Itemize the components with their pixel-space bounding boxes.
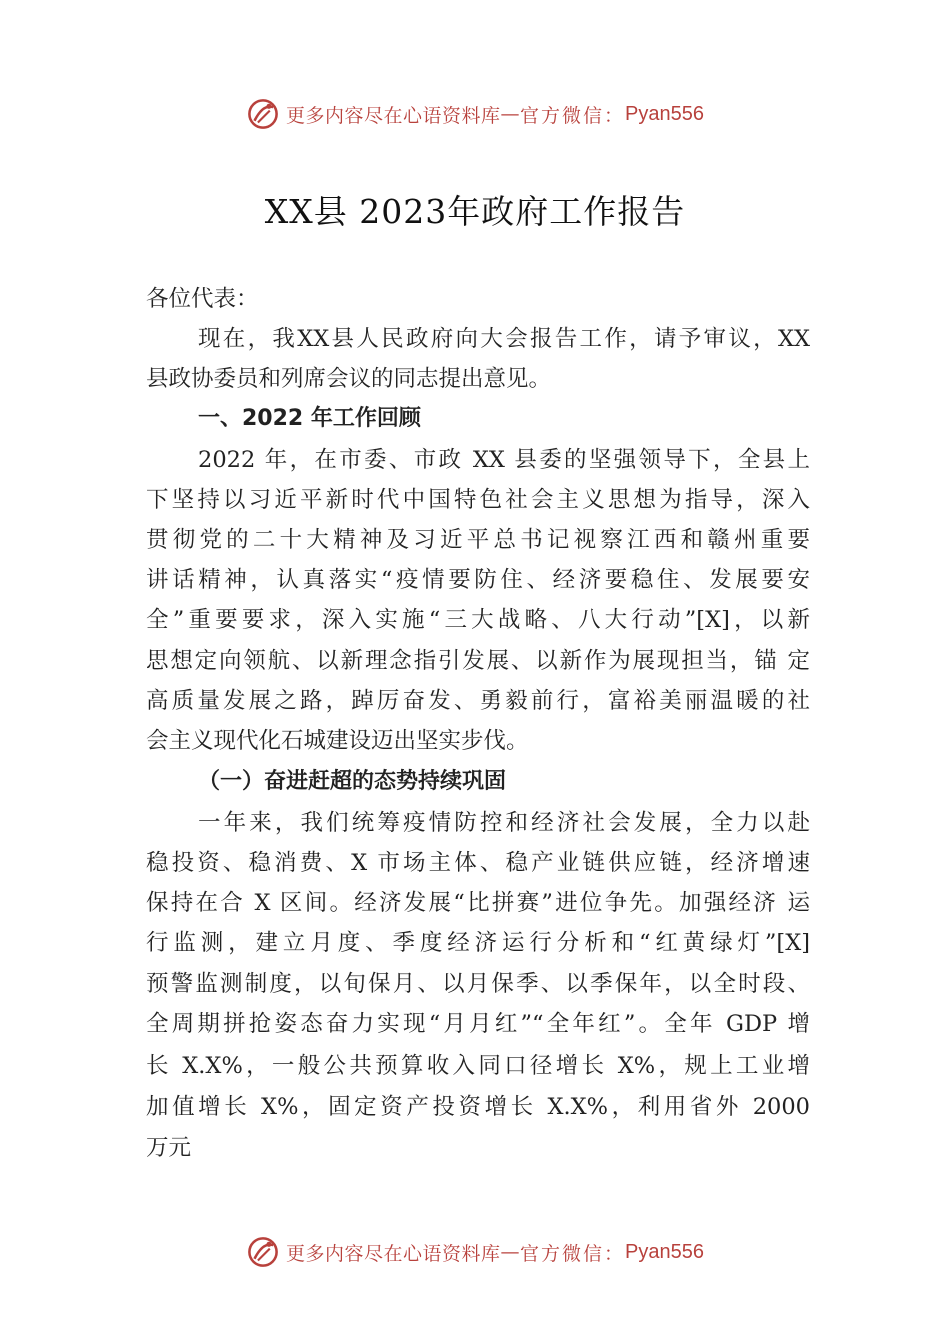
seal-logo-icon bbox=[246, 97, 280, 131]
banner-handle: Pyan556 bbox=[625, 102, 704, 125]
header-banner bbox=[0, 94, 950, 134]
paragraph-line: 行监测，建立月度、季度经济运行分析和“红黄绿灯”[X] bbox=[146, 930, 810, 956]
paragraph-line: 2022 年，在市委、市政 XX 县委的坚强领导下，全县上 bbox=[198, 447, 810, 473]
subsection-heading: （一）奋进赶超的态势持续巩固 bbox=[198, 768, 507, 794]
banner-text: 更多内容尽在心语资料库 bbox=[286, 104, 501, 127]
paragraph-line: 万元 bbox=[146, 1135, 192, 1161]
banner-dash: — bbox=[500, 1241, 521, 1263]
banner-text: 更多内容尽在心语资料库 bbox=[286, 1242, 501, 1265]
paragraph-line: 保持在合 X 区间。经济发展“比拼赛”进位争先。加强经济 运 bbox=[146, 890, 810, 916]
paragraph-line: 稳投资、稳消费、X 市场主体、稳产业链供应链，经济增速 bbox=[146, 850, 810, 876]
paragraph-line: 下坚持以习近平新时代中国特色社会主义思想为指导，深入 bbox=[146, 487, 810, 513]
seal-logo-icon bbox=[246, 1235, 280, 1269]
paragraph-line: 预警监测制度，以旬保月、以月保季、以季保年，以全时段、 bbox=[146, 971, 810, 997]
banner-wechat-label: 官方微信： bbox=[520, 104, 626, 127]
footer-banner bbox=[0, 1232, 950, 1272]
paragraph-line: 长 X.X%，一般公共预算收入同口径增长 X%，规上工业增 bbox=[146, 1053, 810, 1079]
paragraph-line: 思想定向领航、以新理念指引发展、以新作为展现担当，锚 定 bbox=[146, 648, 810, 674]
greeting: 各位代表： bbox=[146, 286, 259, 312]
paragraph-line: 全”重要要求，深入实施“三大战略、八大行动”[X]，以新 bbox=[146, 607, 810, 633]
paragraph-line: 讲话精神，认真落实“疫情要防住、经济要稳住、发展要安 bbox=[146, 567, 810, 593]
paragraph-line: 高质量发展之路，踔厉奋发、勇毅前行，富裕美丽温暖的社 bbox=[146, 688, 810, 714]
paragraph-line: 贯彻党的二十大精神及习近平总书记视察江西和赣州重要 bbox=[146, 527, 810, 553]
banner-dash: — bbox=[500, 103, 521, 125]
section-heading: 一、2022 年工作回顾 bbox=[198, 406, 421, 431]
paragraph-line: 一年来，我们统筹疫情防控和经济社会发展，全力以赴 bbox=[198, 810, 810, 836]
paragraph-line: 加值增长 X%，固定资产投资增长 X.X%，利用省外 2000 bbox=[146, 1094, 810, 1120]
banner-handle: Pyan556 bbox=[625, 1240, 704, 1263]
paragraph-line: 会主义现代化石城建设迈出坚实步伐。 bbox=[146, 728, 529, 754]
document-title: XX县 2023年政府工作报告 bbox=[264, 192, 686, 231]
paragraph-line: 现在，我XX县人民政府向大会报告工作，请予审议，XX bbox=[198, 326, 810, 352]
paragraph-line: 县政协委员和列席会议的同志提出意见。 bbox=[146, 366, 552, 392]
paragraph-line: 全周期拼抢姿态奋力实现“月月红”“全年红”。全年 GDP 增 bbox=[146, 1011, 810, 1037]
banner-wechat-label: 官方微信： bbox=[520, 1242, 626, 1265]
